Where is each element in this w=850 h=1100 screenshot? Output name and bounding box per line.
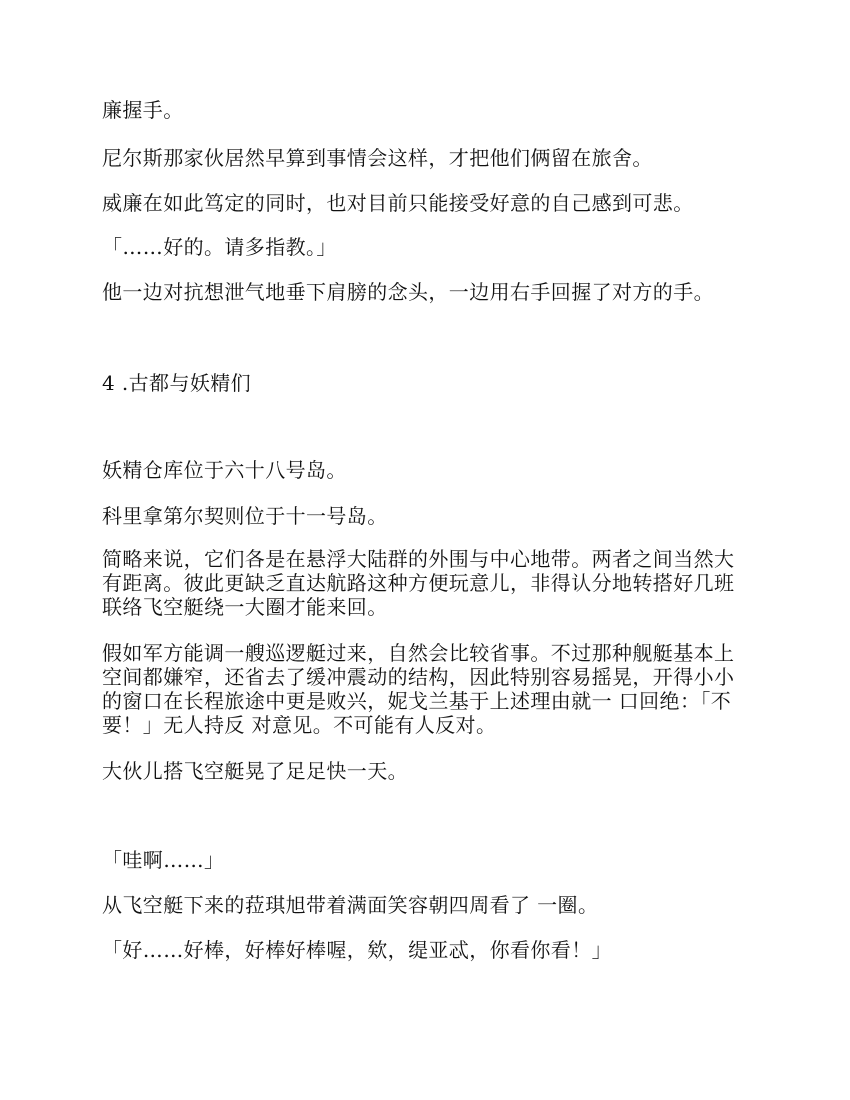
paragraph: 威廉在如此笃定的同时，也对目前只能接受好意的自己感到可悲。: [102, 191, 694, 215]
paragraph: 简略来说，它们各是在悬浮大陆群的外围与中心地带。两者之间当然大有距离。彼此更缺乏直达航路这种方便玩意儿，非得认分地转搭好几班联络飞空艇绕一大圈才能来回。: [102, 547, 735, 619]
paragraph: 「……好的。请多指教。」: [102, 235, 337, 259]
section-heading: 4 .古都与妖精们: [102, 371, 252, 395]
paragraph: 他一边对抗想泄气地垂下肩膀的念头，一边用右手回握了对方的手。: [102, 280, 714, 304]
paragraph: 「好……好棒，好棒好棒喔，欸，缇亚忒，你看你看！」: [102, 938, 612, 962]
paragraph: 科里拿第尔契则位于十一号岛。: [102, 504, 388, 528]
paragraph: 廉握手。: [102, 98, 184, 122]
paragraph: 从飞空艇下来的菈琪旭带着满面笑容朝四周看了 一圈。: [102, 893, 599, 917]
paragraph: 尼尔斯那家伙居然早算到事情会这样，才把他们俩留在旅舍。: [102, 146, 653, 170]
paragraph: 大伙儿搭飞空艇晃了足足快一天。: [102, 759, 408, 783]
paragraph: 「哇啊……」: [102, 848, 225, 872]
paragraph: 假如军方能调一艘巡逻艇过来，自然会比较省事。不过那种舰艇基本上空间都嫌窄，还省去了缓冲震动的结构，因此特别容易摇晃，开得小小的窗口在长程旅途中更是败兴，妮戈兰基于上述理由就一 口回绝：「不要！」无人持反 对意见。不可能有人反对。: [102, 641, 735, 737]
paragraph: 妖精仓库位于六十八号岛。: [102, 458, 347, 482]
